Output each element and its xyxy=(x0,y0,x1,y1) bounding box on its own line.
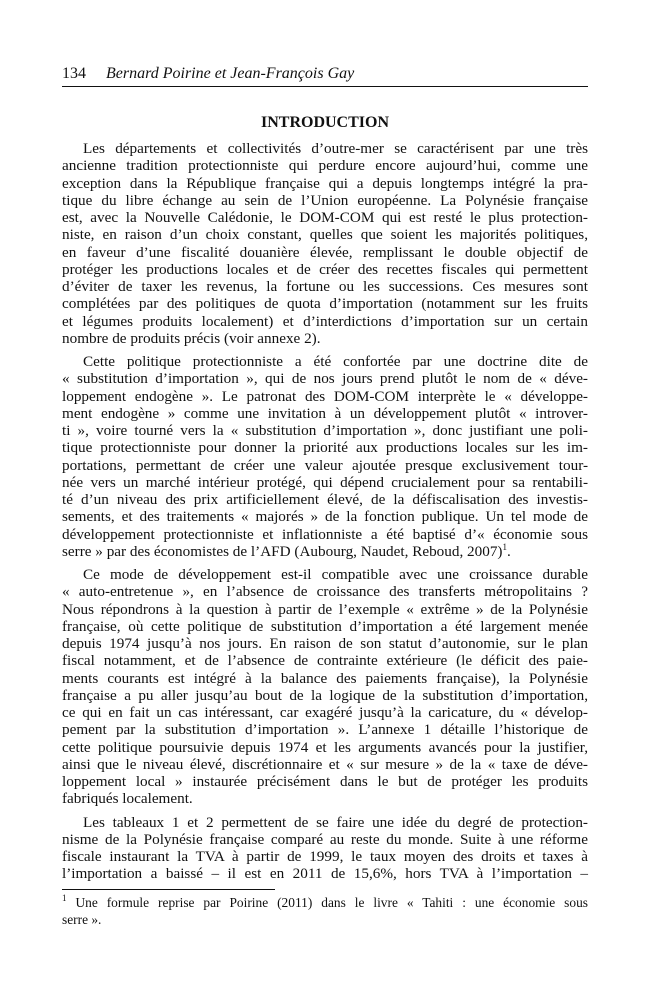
text-line: ce qui en fait un cas intéressant, car exagéré jusqu’à la caricature, du « dévelop- xyxy=(62,704,588,721)
text-line: ancienne tradition protectionniste qui perdure encore aujourd’hui, comme une xyxy=(62,157,588,175)
text-line: ti », voire tourné vers la « substitution d’importation », donc justifiant une poli- xyxy=(62,422,588,439)
body-text xyxy=(62,140,588,889)
text-line xyxy=(62,543,588,560)
text-line: est, avec la Nouvelle Calédonie, le DOM-COM qui est resté le plus protection- xyxy=(62,209,588,226)
running-head-authors: Bernard Poirine et Jean-François Gay xyxy=(106,65,355,82)
text-line: loppement endogène ». Le patronat des DOM-COM interprète le « développe- xyxy=(62,387,588,405)
text-line: tique protectionniste pour donner la priorité aux productions locales sur les im- xyxy=(62,439,588,457)
page-number: 134 xyxy=(62,65,86,82)
footnote-line: serre ». xyxy=(62,912,102,927)
text-line: protéger les productions locales et de créer des recettes fiscales qui permettent xyxy=(62,260,588,278)
text-line: et légumes produits localement) et d’interdictions d’importation sur un certain xyxy=(62,312,588,330)
text-line: sements, et des traitements « majorés » de la fonction publique. Un tel mode de xyxy=(62,508,588,526)
text-line: nisme de la Polynésie française comparé au reste du monde. Suite à une réforme xyxy=(62,830,588,848)
period: . xyxy=(506,542,511,560)
text-line: portations, permettant de créer une valeur ajoutée presque exclusivement tour- xyxy=(62,456,588,474)
text-line: ments courants est intégré à la balance des paiements française), la Polynésie xyxy=(62,669,588,687)
text-line: Les départements et collectivités d’outre-mer se caractérisent par une très xyxy=(83,140,588,157)
text-line: tique du libre échange au sein de l’Union européenne. La Polynésie française xyxy=(62,191,588,209)
text-line: fabriqués localement. xyxy=(62,790,193,808)
footnote-marker: 1 xyxy=(62,893,67,903)
text-line: nombre de produits précis (voir annexe 2). xyxy=(62,329,321,347)
text-line: complétées par des politiques de quota d’importation (notamment sur les fruits xyxy=(62,295,588,313)
paragraph-2 xyxy=(62,353,588,560)
text-line: niste, en raison d’un choix constant, quelles que soient les majorités politiques, xyxy=(62,226,588,244)
text-line: Les tableaux 1 et 2 permettent de se faire une idée du degré de protection- xyxy=(83,813,588,831)
text-line: Ce mode de développement est-il compatible avec une croissance durable xyxy=(83,566,588,583)
text-line: loppement local » instaurée précisément dans le but de protéger les produits xyxy=(62,773,588,790)
footnote-line xyxy=(62,894,588,911)
header-rule xyxy=(62,86,588,87)
text-line: fiscal notamment, et de l’absence de contrainte extérieure (le déficit des paie- xyxy=(62,652,588,670)
text-line: Cette politique protectionniste a été confortée par une doctrine dite de xyxy=(83,353,588,370)
text-line: « substitution d’importation », qui de nos jours prend plutôt le nom de « déve- xyxy=(62,370,588,388)
text-line: « auto-entretenue », en l’absence de croissance des transferts métropolitains ? xyxy=(62,583,588,601)
text-line: d’éviter de taxer les revenus, la fortune ou les successions. Ces mesures sont xyxy=(62,278,588,295)
text-line: fiscale instaurant la TVA à partir de 1999, le taux moyen des droits et taxes à xyxy=(62,848,588,865)
text-line: l’importation a baissé – il est en 2011 de 15,6%, hors TVA à l’importation – xyxy=(62,865,588,883)
text-line: développement protectionniste et inflationniste a été baptisé d’« économie sous xyxy=(62,525,588,543)
text-line: té d’un niveau des prix artificiellement élevé, de la défiscalisation des investis- xyxy=(62,491,588,508)
text-line: française, où cette politique de substitution d’importation a été largement menée xyxy=(62,617,588,635)
text-line: exception dans la République française qui a depuis longtemps intégré la pra- xyxy=(62,174,588,192)
text-line-content: serre » par des économistes de l’AFD (Aubourg, Naudet, Reboud, 2007) xyxy=(62,542,503,560)
text-line: depuis 1974 jusqu’à nos jours. En raison de son statut d’autonomie, sur le plan xyxy=(62,635,588,652)
running-head xyxy=(62,64,588,84)
text-line: ment endogène » comme une invitation à un développement plutôt « introver- xyxy=(62,404,588,422)
text-line: pement par la substitution d’importation ». L’annexe 1 détaille l’historique de xyxy=(62,721,588,739)
footnote-1 xyxy=(62,894,588,928)
text-line: cette politique poursuivie depuis 1974 et les arguments avancés pour la justifier, xyxy=(62,738,588,756)
text-line: Nous répondrons à la question à partir de l’exemple « extrême » de la Polynésie xyxy=(62,600,588,618)
paragraph-1 xyxy=(62,140,588,347)
section-title: INTRODUCTION xyxy=(260,114,389,131)
footnote-text: Une formule reprise par Poirine (2011) dans le livre « Tahiti : une économie sous xyxy=(75,895,588,910)
footnote-reference[interactable]: 1 xyxy=(502,541,507,552)
paragraph-3 xyxy=(62,566,588,808)
paragraph-4 xyxy=(62,814,588,883)
text-line: ainsi que le niveau élevé, discrétionnaire et « sur mesure » de la « taxe de déve- xyxy=(62,755,588,773)
text-line: en faveur d’une fiscalité douanière élevée, remplissant le double objectif de xyxy=(62,243,588,261)
text-line: née vers un marché intérieur protégé, qui dépend crucialement pour sa rentabili- xyxy=(62,473,588,491)
footnote-rule xyxy=(62,889,275,890)
text-line: française a pu aller jusqu’au bout de la logique de la substitution d’importation, xyxy=(62,686,588,704)
